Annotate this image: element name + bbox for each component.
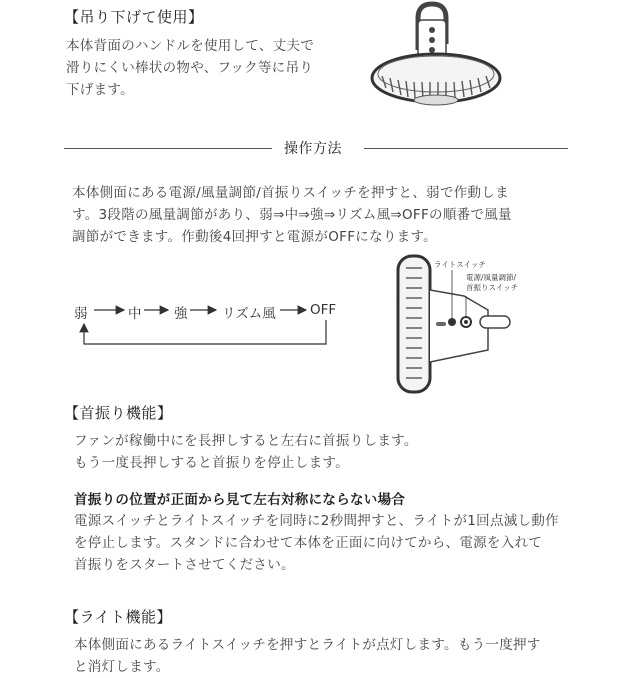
swing-line: ファンが稼働中にを長押しすると左右に首振りします。	[74, 433, 418, 449]
hanging-line: 下げます。	[66, 82, 134, 98]
swing-sub-line: を停止します。スタンドに合わせて本体を正面に向けてから、電源を入れて	[74, 535, 543, 551]
divider-left	[64, 148, 272, 149]
light-line: 本体側面にあるライトスイッチを押すとライトが点灯します。もう一度押す	[74, 637, 541, 653]
divider-right	[364, 148, 568, 149]
flow-step-off: OFF	[310, 302, 337, 318]
flow-step-rhythm: リズム風	[222, 306, 276, 322]
light-line: と消灯します。	[74, 659, 170, 675]
light-heading: 【ライト機能】	[64, 608, 173, 626]
swing-line: もう一度長押しすると首振りを停止します。	[74, 455, 349, 471]
hanging-line: 滑りにくい棒状の物や、フック等に吊り	[66, 60, 314, 76]
flow-step-medium: 中	[128, 306, 142, 322]
operation-line: 本体側面にある電源/風量調節/首振りスイッチを押すと、弱で作動しま	[72, 185, 509, 201]
power-switch-label	[466, 273, 518, 293]
hanging-fan-illustration	[360, 0, 520, 120]
flow-arrows	[70, 296, 360, 356]
swing-sub-line: 首振りをスタートさせてください。	[74, 557, 295, 573]
hanging-description	[66, 35, 314, 101]
swing-sub-line: 電源スイッチとライトスイッチを同時に2秒間押すと、ライトが1回点滅し動作	[74, 513, 559, 529]
flow-step-strong: 強	[174, 306, 188, 322]
swing-heading: 【首振り機能】	[64, 404, 173, 422]
light-description	[74, 634, 541, 678]
swing-description	[74, 430, 418, 474]
operation-line: す。3段階の風量調節があり、弱⇒中⇒強⇒リズム風⇒OFFの順番で風量	[72, 207, 512, 223]
light-switch-label: ライトスイッチ	[434, 260, 486, 269]
flow-step-weak: 弱	[74, 306, 88, 322]
power-switch-label-line: 首振りスイッチ	[466, 283, 519, 292]
operation-title: 操作方法	[284, 141, 342, 157]
hanging-line: 本体背面のハンドルを使用して、丈夫で	[66, 38, 315, 54]
power-switch-label-line: 電源/風量調節/	[466, 273, 517, 282]
hanging-heading: 【吊り下げて使用】	[64, 8, 204, 26]
operation-line: 調節ができます。作動後4回押すと電源がOFFになります。	[72, 229, 437, 245]
swing-sub-description	[74, 510, 559, 576]
operation-description	[72, 182, 512, 248]
swing-sub-heading: 首振りの位置が正面から見て左右対称にならない場合	[74, 492, 406, 508]
